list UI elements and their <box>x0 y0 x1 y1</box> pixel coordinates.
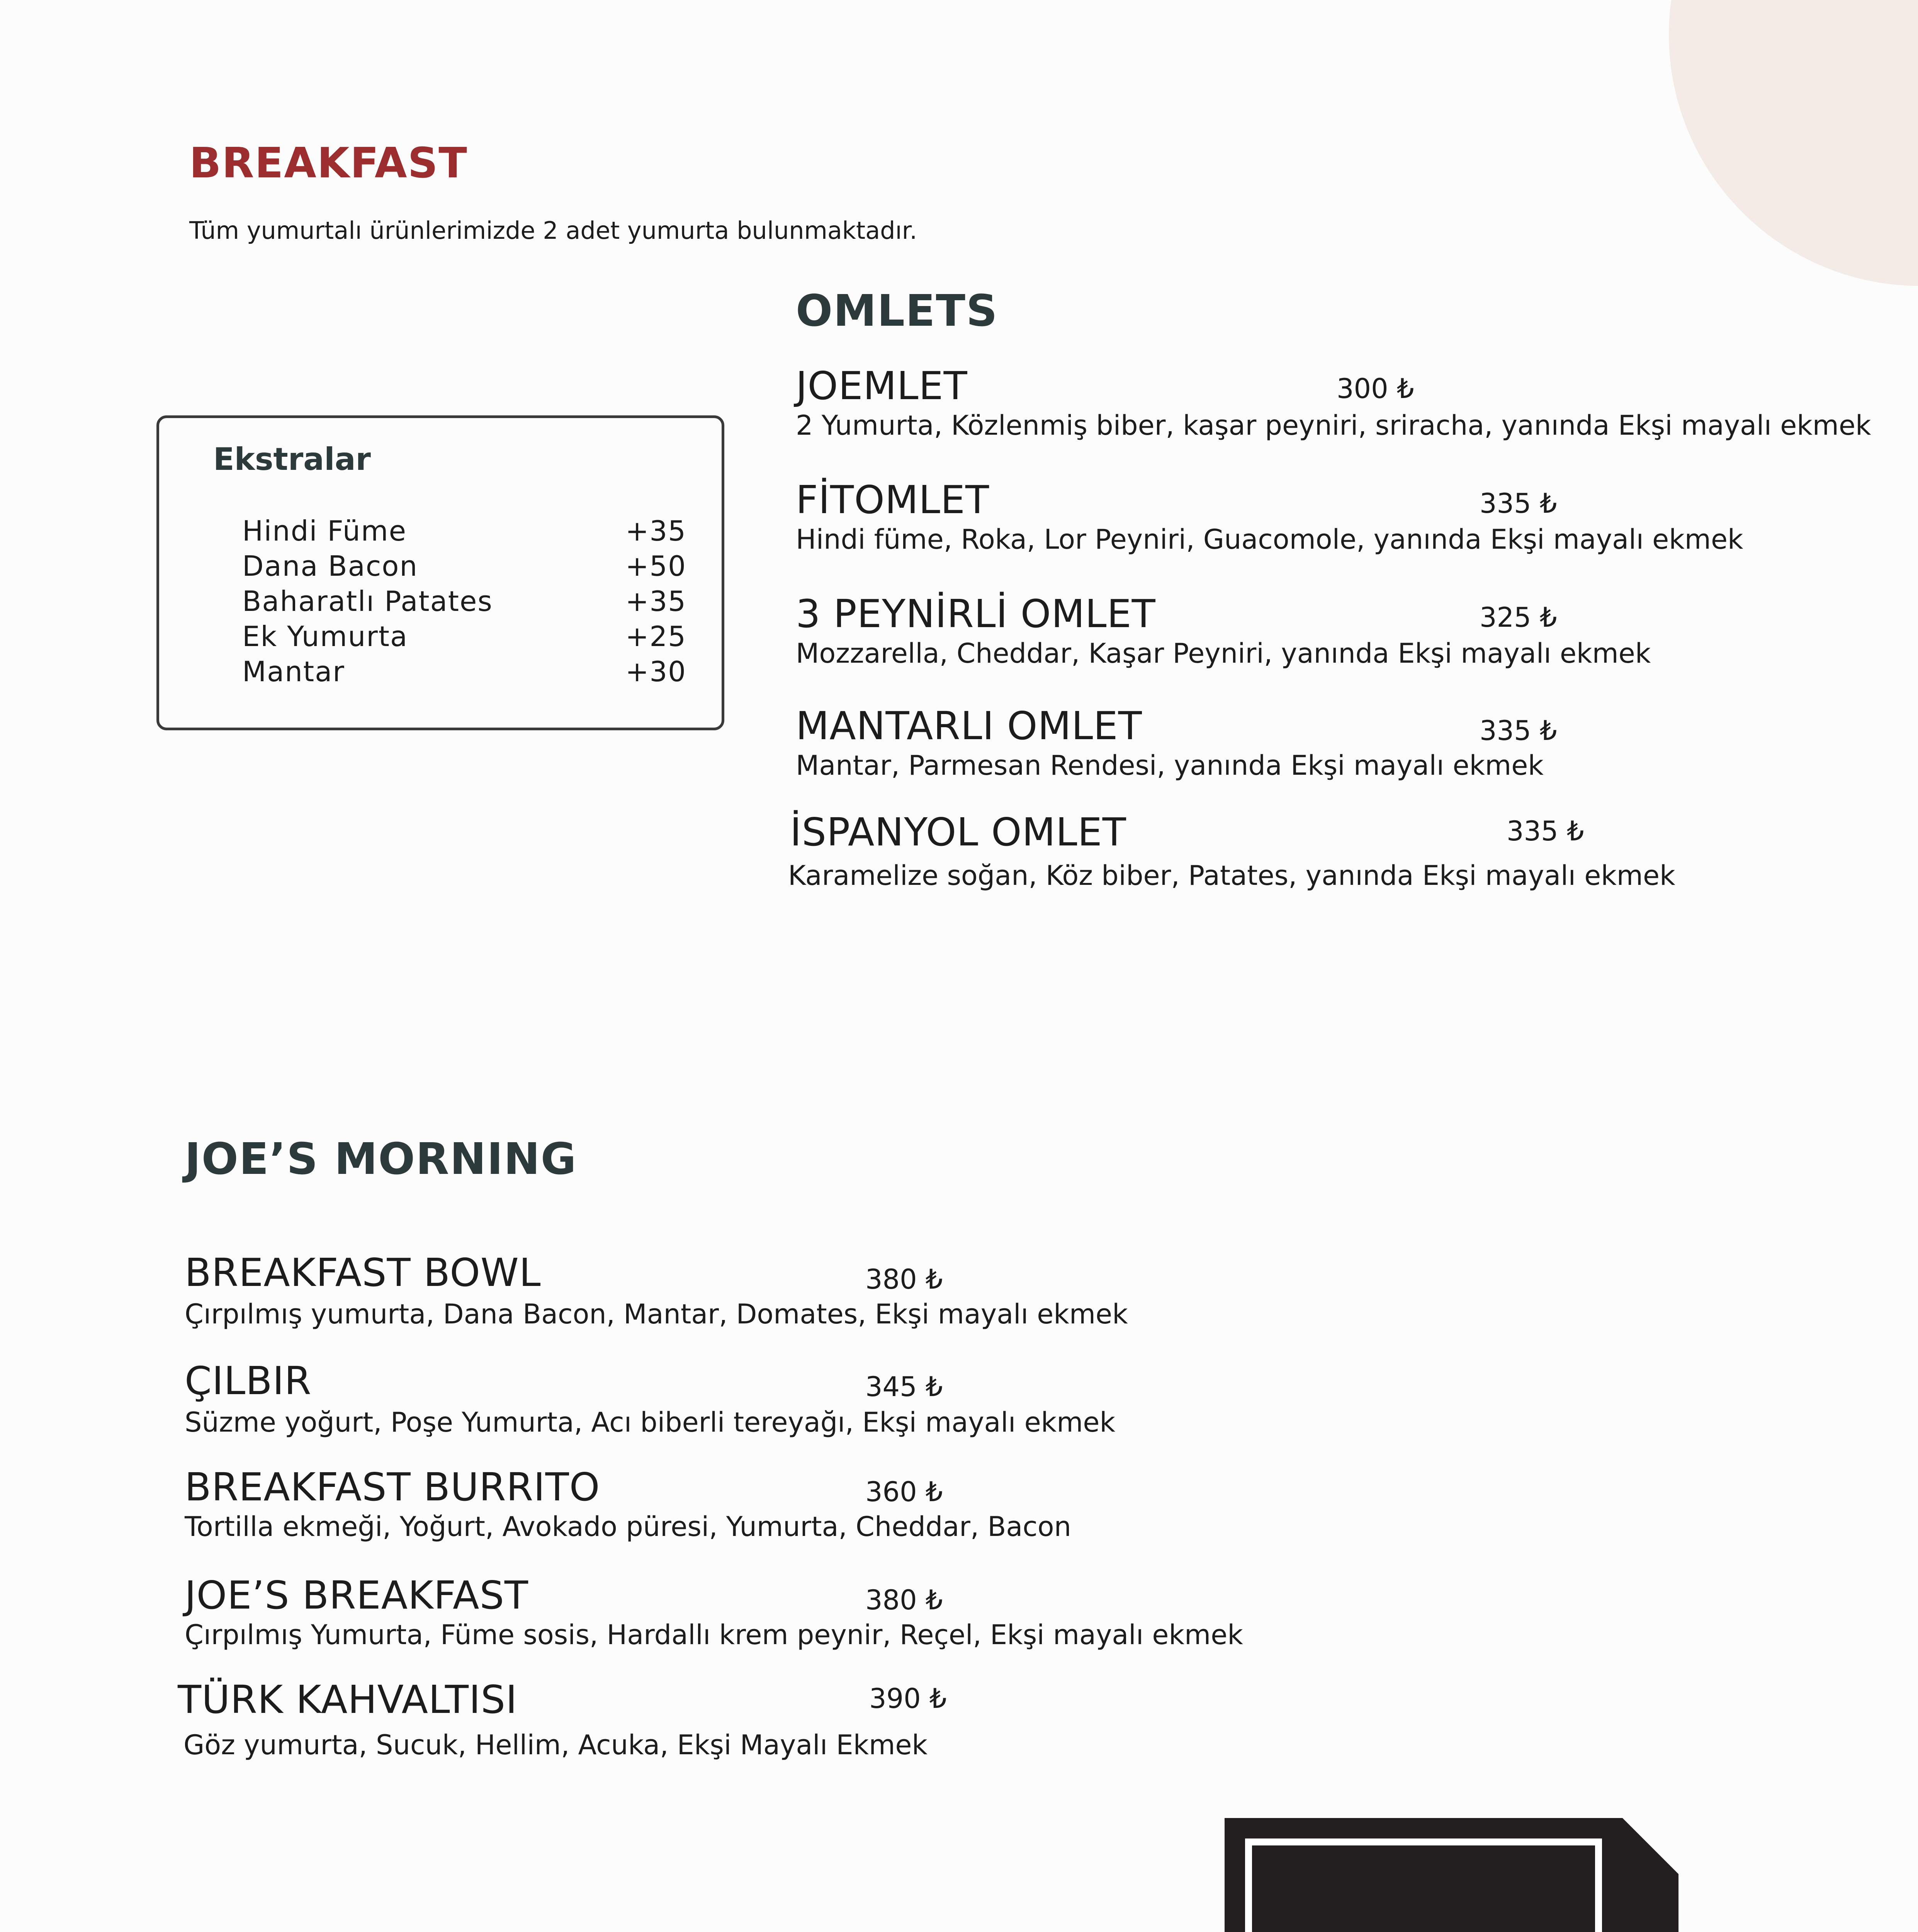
menu-item-price: 360 ₺ <box>865 1476 943 1508</box>
menu-item-desc: Çırpılmış yumurta, Dana Bacon, Mantar, Domates, Ekşi mayalı ekmek <box>185 1298 1128 1330</box>
menu-item-name: JOEMLET <box>796 363 968 408</box>
section-title-omlets: OMLETS <box>796 286 998 336</box>
menu-item-name: BREAKFAST BURRITO <box>185 1464 600 1510</box>
menu-item-price: 380 ₺ <box>865 1264 943 1295</box>
extras-item-name: Baharatlı Patates <box>242 585 493 617</box>
extras-box <box>156 415 724 730</box>
extras-item-price: +30 <box>625 655 686 688</box>
menu-item-name: BREAKFAST BOWL <box>185 1250 541 1295</box>
page-title: BREAKFAST <box>189 139 468 187</box>
menu-item-price: 325 ₺ <box>1480 602 1557 633</box>
menu-item-desc: Çırpılmış Yumurta, Füme sosis, Hardallı krem peynir, Reçel, Ekşi mayalı ekmek <box>185 1619 1243 1651</box>
menu-item-desc: Mozzarella, Cheddar, Kaşar Peyniri, yanında Ekşi mayalı ekmek <box>796 638 1651 669</box>
menu-item-name: MANTARLI OMLET <box>796 703 1142 748</box>
extras-item <box>242 655 686 688</box>
extras-item-name: Mantar <box>242 655 345 688</box>
hey-joe-logo <box>1225 1818 1678 1932</box>
egg-note: Tüm yumurtalı ürünlerimizde 2 adet yumurta bulunmaktadır. <box>189 216 917 245</box>
extras-item <box>242 515 686 547</box>
menu-item-name: FİTOMLET <box>796 477 990 522</box>
menu-item-price: 380 ₺ <box>865 1584 943 1616</box>
extras-item-price: +35 <box>625 515 686 547</box>
menu-item-desc: Tortilla ekmeği, Yoğurt, Avokado püresi, Yumurta, Cheddar, Bacon <box>185 1511 1071 1543</box>
extras-title: Ekstralar <box>213 441 371 477</box>
corner-decoration <box>1669 0 1918 286</box>
extras-item-name: Hindi Füme <box>242 515 407 547</box>
menu-item-price: 335 ₺ <box>1507 815 1584 847</box>
extras-item-name: Ek Yumurta <box>242 620 408 653</box>
menu-item-desc: Süzme yoğurt, Poşe Yumurta, Acı biberli tereyağı, Ekşi mayalı ekmek <box>185 1406 1115 1438</box>
menu-item-desc: Göz yumurta, Sucuk, Hellim, Acuka, Ekşi Mayalı Ekmek <box>183 1729 928 1761</box>
extras-item <box>242 550 686 582</box>
menu-item-price: 345 ₺ <box>865 1371 943 1403</box>
menu-item-price: 335 ₺ <box>1480 488 1557 519</box>
extras-item <box>242 620 686 653</box>
menu-item-name: 3 PEYNİRLİ OMLET <box>796 591 1156 636</box>
extras-item-name: Dana Bacon <box>242 550 418 582</box>
menu-item-name: ÇILBIR <box>185 1358 312 1403</box>
menu-item-name: TÜRK KAHVALTISI <box>178 1677 518 1722</box>
extras-item-price: +35 <box>625 585 686 617</box>
menu-item-price: 335 ₺ <box>1480 715 1557 747</box>
logo-badge-icon <box>1225 1818 1678 1932</box>
menu-item-desc: 2 Yumurta, Közlenmiş biber, kaşar peyniri, sriracha, yanında Ekşi mayalı ekmek <box>796 410 1871 441</box>
menu-item-price: 390 ₺ <box>869 1683 947 1714</box>
menu-item-desc: Mantar, Parmesan Rendesi, yanında Ekşi mayalı ekmek <box>796 750 1544 781</box>
extras-item <box>242 585 686 617</box>
extras-item-price: +25 <box>625 620 686 653</box>
section-title-morning: JOE’S MORNING <box>185 1134 577 1184</box>
menu-item-name: İSPANYOL OMLET <box>790 810 1126 855</box>
menu-item-price: 300 ₺ <box>1337 373 1414 405</box>
menu-item-name: JOE’S BREAKFAST <box>185 1573 528 1618</box>
menu-item-desc: Karamelize soğan, Köz biber, Patates, yanında Ekşi mayalı ekmek <box>788 860 1675 891</box>
extras-item-price: +50 <box>625 550 686 582</box>
menu-item-desc: Hindi füme, Roka, Lor Peyniri, Guacomole, yanında Ekşi mayalı ekmek <box>796 524 1743 555</box>
